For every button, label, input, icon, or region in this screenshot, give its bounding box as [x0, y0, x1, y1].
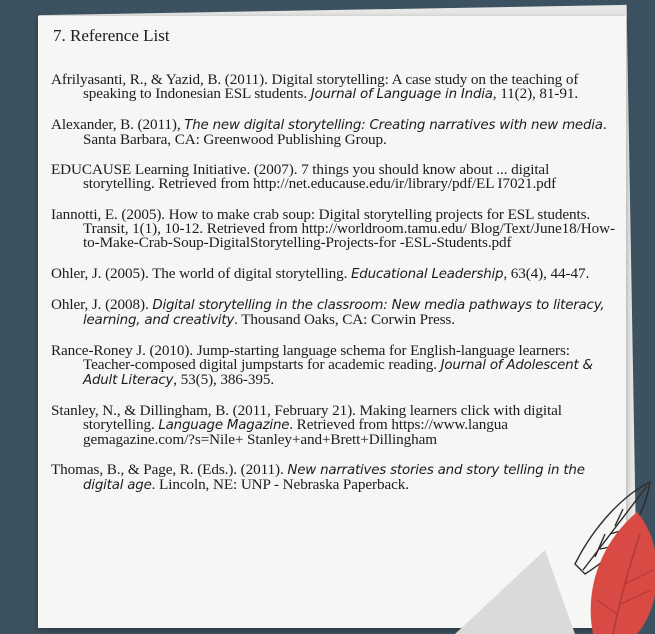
reference-entry: Stanley, N., & Dillingham, B. (2011, February 21). Making learners click with digital storytelling. Language Magazine. Retrieved from https://www.langua gemagazine.com/?s=Nile+ Stanley+and+Brett+Dillingham [51, 402, 562, 449]
reference-entry: Afrilyasanti, R., & Yazid, B. (2011). Digital storytelling: A case study on the teaching of speaking to Indonesian ESL students. Journal of Language in India, 11(2), 81-91. [51, 71, 579, 103]
reference-entry: Iannotti, E. (2005). How to make crab soup: Digital storytelling projects for ESL students. Transit, 1(1), 10-12. Retrieved from http://worldroom.tamu.edu/ Blog/Text/June18/How-to-Make-Crab-Soup-DigitalStorytelling-Projects-for -ESL-Students.pdf [51, 206, 615, 252]
red-leaf-icon [591, 512, 655, 634]
section-heading: 7. Reference List [53, 26, 170, 45]
torn-paper-shape [455, 550, 575, 634]
reference-entry: EDUCAUSE Learning Initiative. (2007). 7 things you should know about ... digital storytelling. Retrieved from http://net.educause.edu/ir/library/pdf/EL I7021.pdf [51, 161, 557, 193]
reference-entry: Ohler, J. (2005). The world of digital storytelling. Educational Leadership, 63(4), 44-47. [51, 265, 590, 283]
reference-entry: Rance-Roney J. (2010). Jump-starting language schema for English-language learners: Teacher-composed digital jumpstarts for academic reading. Journal of Adolescent & Adult Literacy, 53(5), 386-395. [51, 342, 593, 389]
reference-entry: Ohler, J. (2008). Digital storytelling in the classroom: New media pathways to literacy, learning, and creativity. Thousand Oaks, CA: Corwin Press. [51, 296, 605, 329]
reference-entry: Alexander, B. (2011), The new digital storytelling: Creating narratives with new media. Santa Barbara, CA: Greenwood Publishing Group. [51, 116, 607, 149]
reference-entry: Thomas, B., & Page, R. (Eds.). (2011). New narratives stories and story telling in the digital age. Lincoln, NE: UNP - Nebraska Paperback. [51, 461, 585, 494]
leaf-decoration [425, 454, 655, 634]
reference-list [51, 58, 617, 509]
